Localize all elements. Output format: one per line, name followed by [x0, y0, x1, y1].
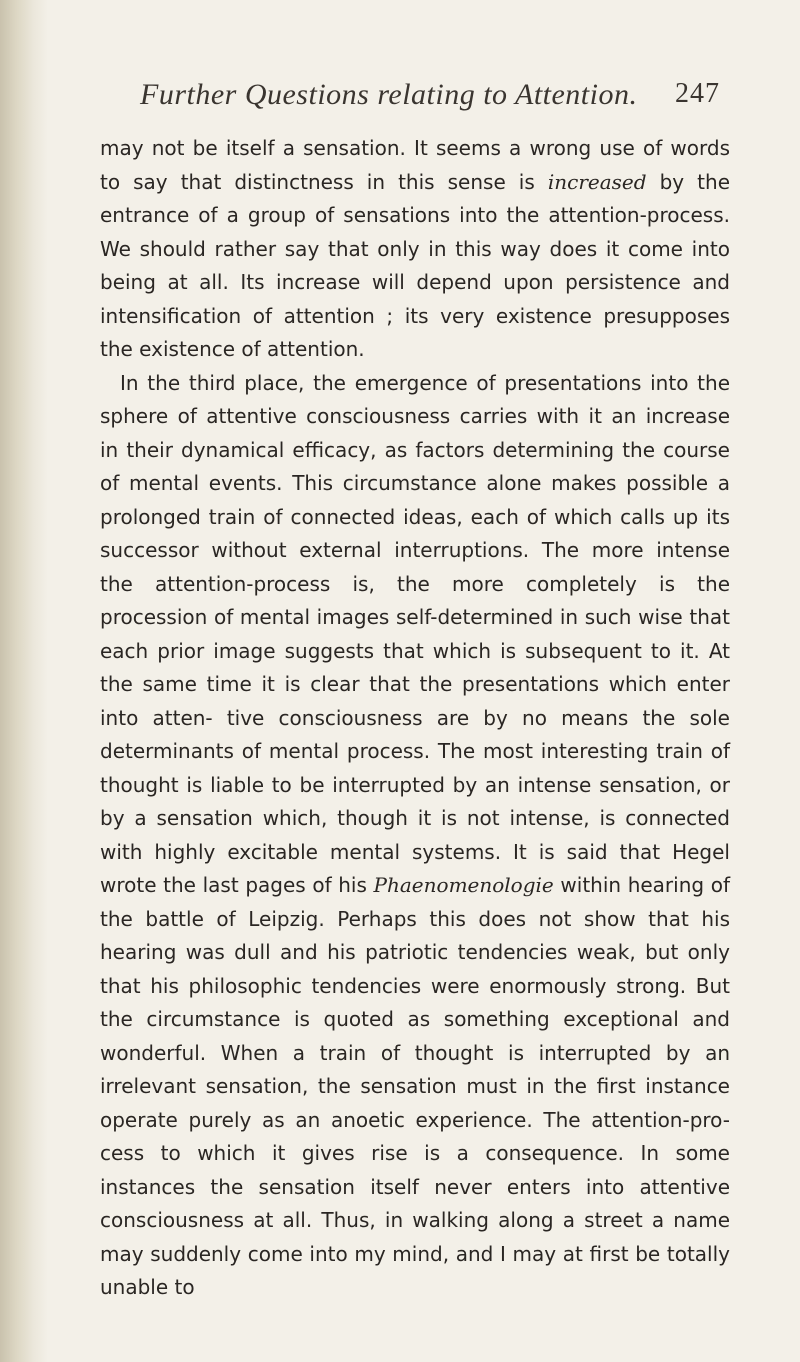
running-title: Further Questions relating to Attention. [140, 78, 638, 111]
italic-term-increased: increased [547, 169, 647, 194]
text-segment: by the entrance of a group of sensations into the attention-process. We should rather say that only in this way does it come into being at all. Its increase will depend upon persistence and intensification of attention ; its very existence presupposes the existence of attention. [100, 169, 730, 361]
text-segment: may not be itself a sensation. It seems a wrong use of words to say that distinctness in this sense is [100, 136, 730, 194]
text-segment: In the third place, the emergence of presentations into the sphere of attentive consciousness carries with it an increase in their dynamical efficacy, as factors determining the course of mental events. This circumstance alone makes possible a prolonged train of connected ideas, each of which calls up its successor without external interruptions. The more intense the attention-process is, the more completely is the procession of mental images self-determined in such wise that each prior image suggests that which is subsequent to it. At the same time it is clear that the presentations which enter into atten- tive consciousness are by no means the sole determinants of mental process. The most interesting train of thought is liable to be interrupted by an intense sensation, or by a sensation which, though it is not intense, is connected with highly excitable mental systems. It is said that Hegel wrote the last pages of his [100, 370, 730, 897]
paragraph-2 [100, 367, 730, 1305]
book-page [100, 70, 730, 1305]
italic-title-phaenomenologie: Phaenomenologie [373, 873, 554, 897]
page-gutter-shadow [0, 0, 48, 1362]
running-header [100, 70, 730, 130]
text-segment: within hearing of the battle of Leipzig. Perhaps this does not show that his hearing was dull and his patriotic tendencies weak, but only that his philosophic tendencies were enormously strong. But the circumstance is quoted as something exceptional and wonderful. When a train of thought is interrupted by an irrelevant sensation, the sensation must in the first instance operate purely as an anoetic experience. The attention-pro- cess to which it gives rise is a consequence. In some instances the sensation itself never enters into attentive consciousness at all. Thus, in walking along a street a name may suddenly come into my mind, and I may at first be totally unable to [100, 873, 730, 1299]
paragraph-1 [100, 132, 730, 367]
page-number: 247 [675, 78, 720, 109]
body-text [100, 132, 730, 1305]
